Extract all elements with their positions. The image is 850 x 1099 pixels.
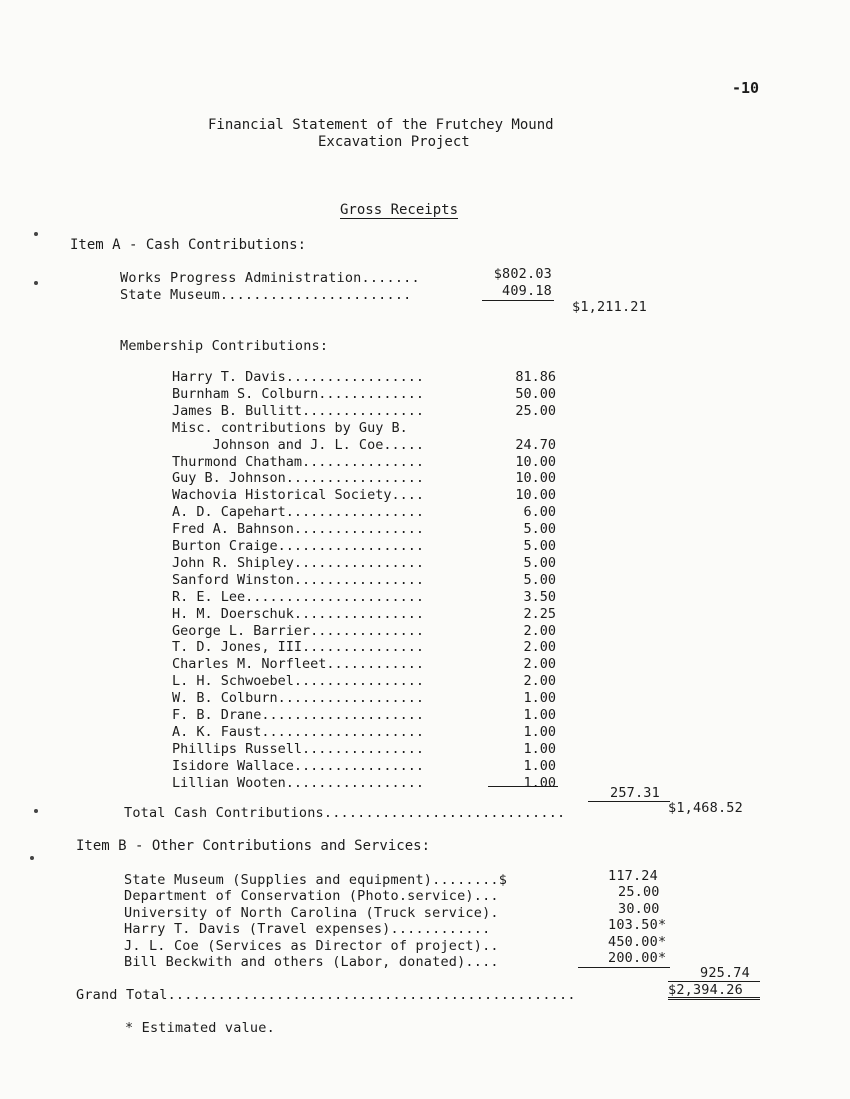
member-name: Fred A. Bahnson................ [172,521,424,537]
member-amount: 10.00 [515,470,556,486]
total-cash-label: Total Cash Contributions............................. [124,805,566,821]
member-amount: 3.50 [523,589,556,605]
member-amount: 1.00 [523,741,556,757]
member-name: W. B. Colburn.................. [172,690,424,706]
item-b-underline [578,967,670,968]
member-amount: 5.00 [523,538,556,554]
member-amount: 1.00 [523,758,556,774]
member-amount: 1.00 [523,707,556,723]
member-name: Wachovia Historical Society.... [172,487,424,503]
member-name: Sanford Winston................ [172,572,424,588]
item-b-row-amount: 30.00 [618,901,660,917]
grand-total-label: Grand Total................................................. [76,987,576,1003]
page-title-line-1: Financial Statement of the Frutchey Mound [208,117,554,133]
member-amount: 50.00 [515,386,556,402]
grand-total-amount: $2,394.26 [668,982,743,998]
member-amount: 2.00 [523,639,556,655]
item-b-row-amount: 103.50* [608,917,667,933]
member-amount: 2.00 [523,673,556,689]
member-amount: 5.00 [523,572,556,588]
member-amount: 10.00 [515,487,556,503]
member-name: Misc. contributions by Guy B. [172,420,408,436]
membership-subtotal: 257.31 [610,785,660,801]
item-b-row-amount: 25.00 [618,884,660,900]
item-b-subtotal: 925.74 [700,965,750,981]
item-a-row-label: State Museum....................... [120,287,412,303]
margin-mark [34,281,38,285]
grand-total-double-underline [668,997,760,1000]
member-name: Johnson and J. L. Coe..... [172,437,424,453]
membership-subtotal-underline [588,801,670,802]
item-a-row-label: Works Progress Administration....... [120,270,420,286]
member-amount: 5.00 [523,521,556,537]
section-heading: Gross Receipts [340,202,459,218]
item-b-row-amount: 117.24 [608,868,658,884]
footnote: * Estimated value. [125,1020,275,1036]
member-name: T. D. Jones, III............... [172,639,424,655]
member-name: Isidore Wallace................ [172,758,424,774]
member-name: Harry T. Davis................. [172,369,424,385]
item-b-row-amount: 450.00* [608,934,667,950]
member-amount: 2.00 [523,656,556,672]
item-b-row-label: University of North Carolina (Truck service). [124,905,499,921]
item-a-row-amount: 409.18 [502,283,552,299]
item-b-row-amount: 200.00* [608,950,667,966]
member-amount: 81.86 [515,369,556,385]
item-a-underline [482,300,554,301]
member-name: Phillips Russell............... [172,741,424,757]
item-b-row-label: Bill Beckwith and others (Labor, donated).... [124,954,499,970]
item-b-row-label: State Museum (Supplies and equipment)........$ [124,872,508,888]
member-name: L. H. Schwoebel................ [172,673,424,689]
item-b-row-label: J. L. Coe (Services as Director of project).. [124,938,499,954]
member-amount: 2.25 [523,606,556,622]
member-name: R. E. Lee...................... [172,589,424,605]
member-name: Burton Craige.................. [172,538,424,554]
member-amount: 1.00 [523,775,556,791]
member-amount: 1.00 [523,690,556,706]
member-amount: 2.00 [523,623,556,639]
membership-underline [488,786,558,787]
member-amount: 10.00 [515,454,556,470]
member-name: James B. Bullitt............... [172,403,424,419]
member-name: F. B. Drane.................... [172,707,424,723]
member-name: John R. Shipley................ [172,555,424,571]
member-name: George L. Barrier.............. [172,623,424,639]
member-name: H. M. Doerschuk................ [172,606,424,622]
page-number: -10 [732,79,760,97]
margin-mark [34,809,38,813]
item-a-heading: Item A - Cash Contributions: [70,237,307,253]
member-amount: 25.00 [515,403,556,419]
member-amount: 1.00 [523,724,556,740]
item-b-row-label: Department of Conservation (Photo.service)... [124,888,499,904]
item-a-subtotal: $1,211.21 [572,299,647,315]
member-amount: 24.70 [515,437,556,453]
member-name: A. D. Capehart................. [172,504,424,520]
membership-heading: Membership Contributions: [120,338,329,354]
member-name: Guy B. Johnson................. [172,470,424,486]
member-name: Thurmond Chatham............... [172,454,424,470]
total-cash-amount: $1,468.52 [668,800,743,816]
member-name: Charles M. Norfleet............ [172,656,424,672]
item-b-heading: Item B - Other Contributions and Services: [76,838,431,854]
member-name: Burnham S. Colburn............. [172,386,424,402]
member-amount: 6.00 [523,504,556,520]
margin-mark [34,232,38,236]
member-name: Lillian Wooten................. [172,775,424,791]
member-name: A. K. Faust.................... [172,724,424,740]
page-title-line-2: Excavation Project [318,134,470,150]
margin-mark [30,856,34,860]
item-b-row-label: Harry T. Davis (Travel expenses)............ [124,921,491,937]
member-amount: 5.00 [523,555,556,571]
item-a-row-amount: $802.03 [493,266,552,282]
